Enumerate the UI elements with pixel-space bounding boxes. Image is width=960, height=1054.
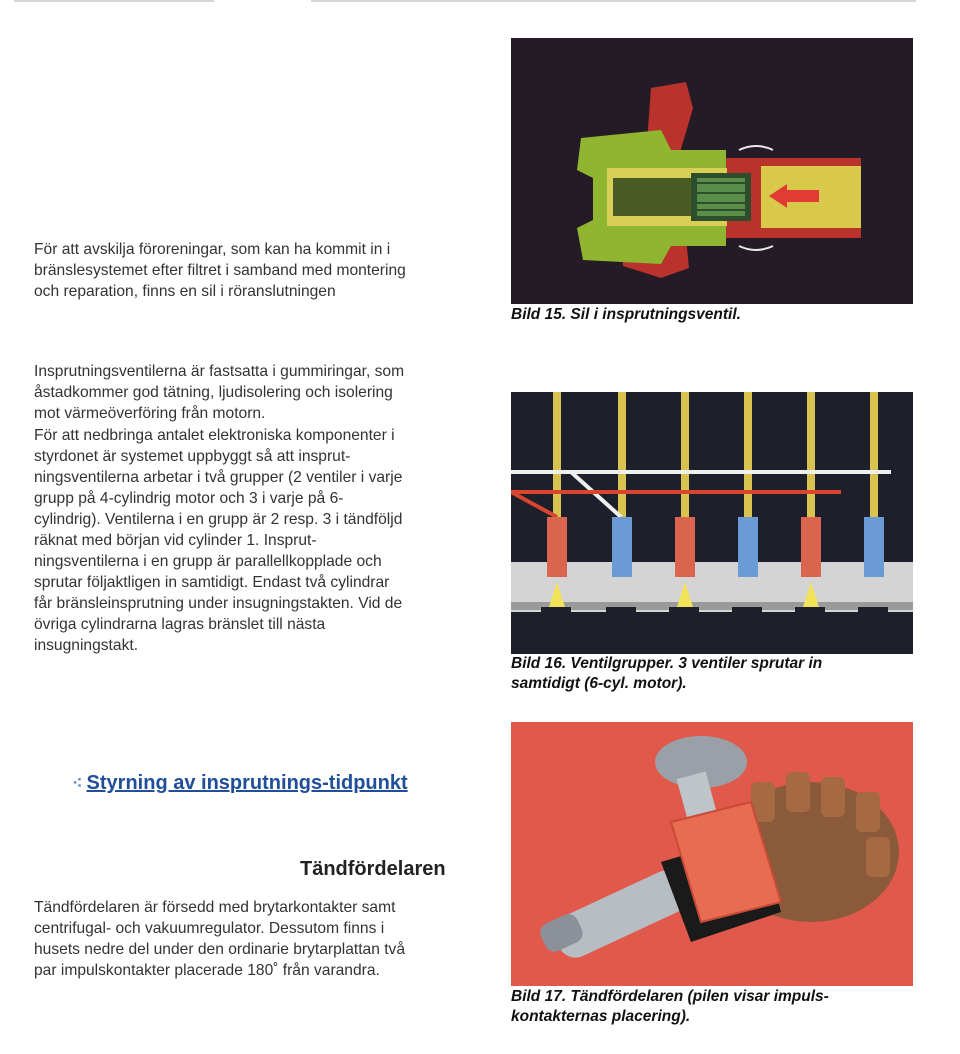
paragraph-rubber-rings: Insprutningsventilerna är fastsatta i gummiringar, som åstadkommer god tätning, ljudisolering och isolering mot värmeöverföring från motorn.: [34, 363, 405, 422]
top-rule-left: [14, 0, 214, 2]
subheading-tandfordelaren: Tändfördelaren: [300, 858, 446, 880]
section-bullet-icon: ⁖: [72, 773, 83, 793]
section-heading[interactable]: [72, 772, 408, 795]
figure-15-image: [511, 38, 913, 304]
figure-17-caption: Bild 17. Tändfördelaren (pilen visar impuls- kontakternas placering).: [511, 988, 829, 1025]
figure-16-image: [511, 392, 913, 654]
paragraph-distributor: Tändfördelaren är försedd med brytarkontakter samt centrifugal- och vakuumregulator. Dessutom finns i husets nedre del under den ordinarie brytarplattan två par impulskontakter placerade 180˚ från varandra.: [34, 899, 406, 979]
paragraph-valve-groups: För att nedbringa antalet elektroniska komponenter i styrdonet är systemet uppbyggt så att insprut- ningsventilerna arbetar i två grupper (2 ventiler i varje grupp på 4-cylindrig motor och 3 i varje på 6- cylindrig). Ventilerna i en grupp är 2 resp. 3 i tändföljd räknat med början vid cylinder 1. Insprut- ningsventilerna i en grupp är parallellkopplade och sprutar följaktligen in samtidigt. Endast två cylindrar får bränsleinsprutning under insugningstakten. Vid de övriga cylindrarna lagras bränslet till nästa insugningstakt.: [34, 427, 403, 654]
figure-16-caption: Bild 16. Ventilgrupper. 3 ventiler sprutar in samtidigt (6-cyl. motor).: [511, 655, 823, 692]
figure-15-caption: Bild 15. Sil i insprutningsventil.: [511, 306, 741, 323]
section-heading-text: Styrning av insprutnings-tidpunkt: [86, 772, 408, 794]
top-rule-right: [311, 0, 916, 2]
figure-17-image: [511, 722, 913, 986]
paragraph-filter: För att avskilja föroreningar, som kan ha kommit in i bränslesystemet efter filtret i samband med montering och reparation, finns en sil i röranslutningen: [34, 241, 406, 300]
